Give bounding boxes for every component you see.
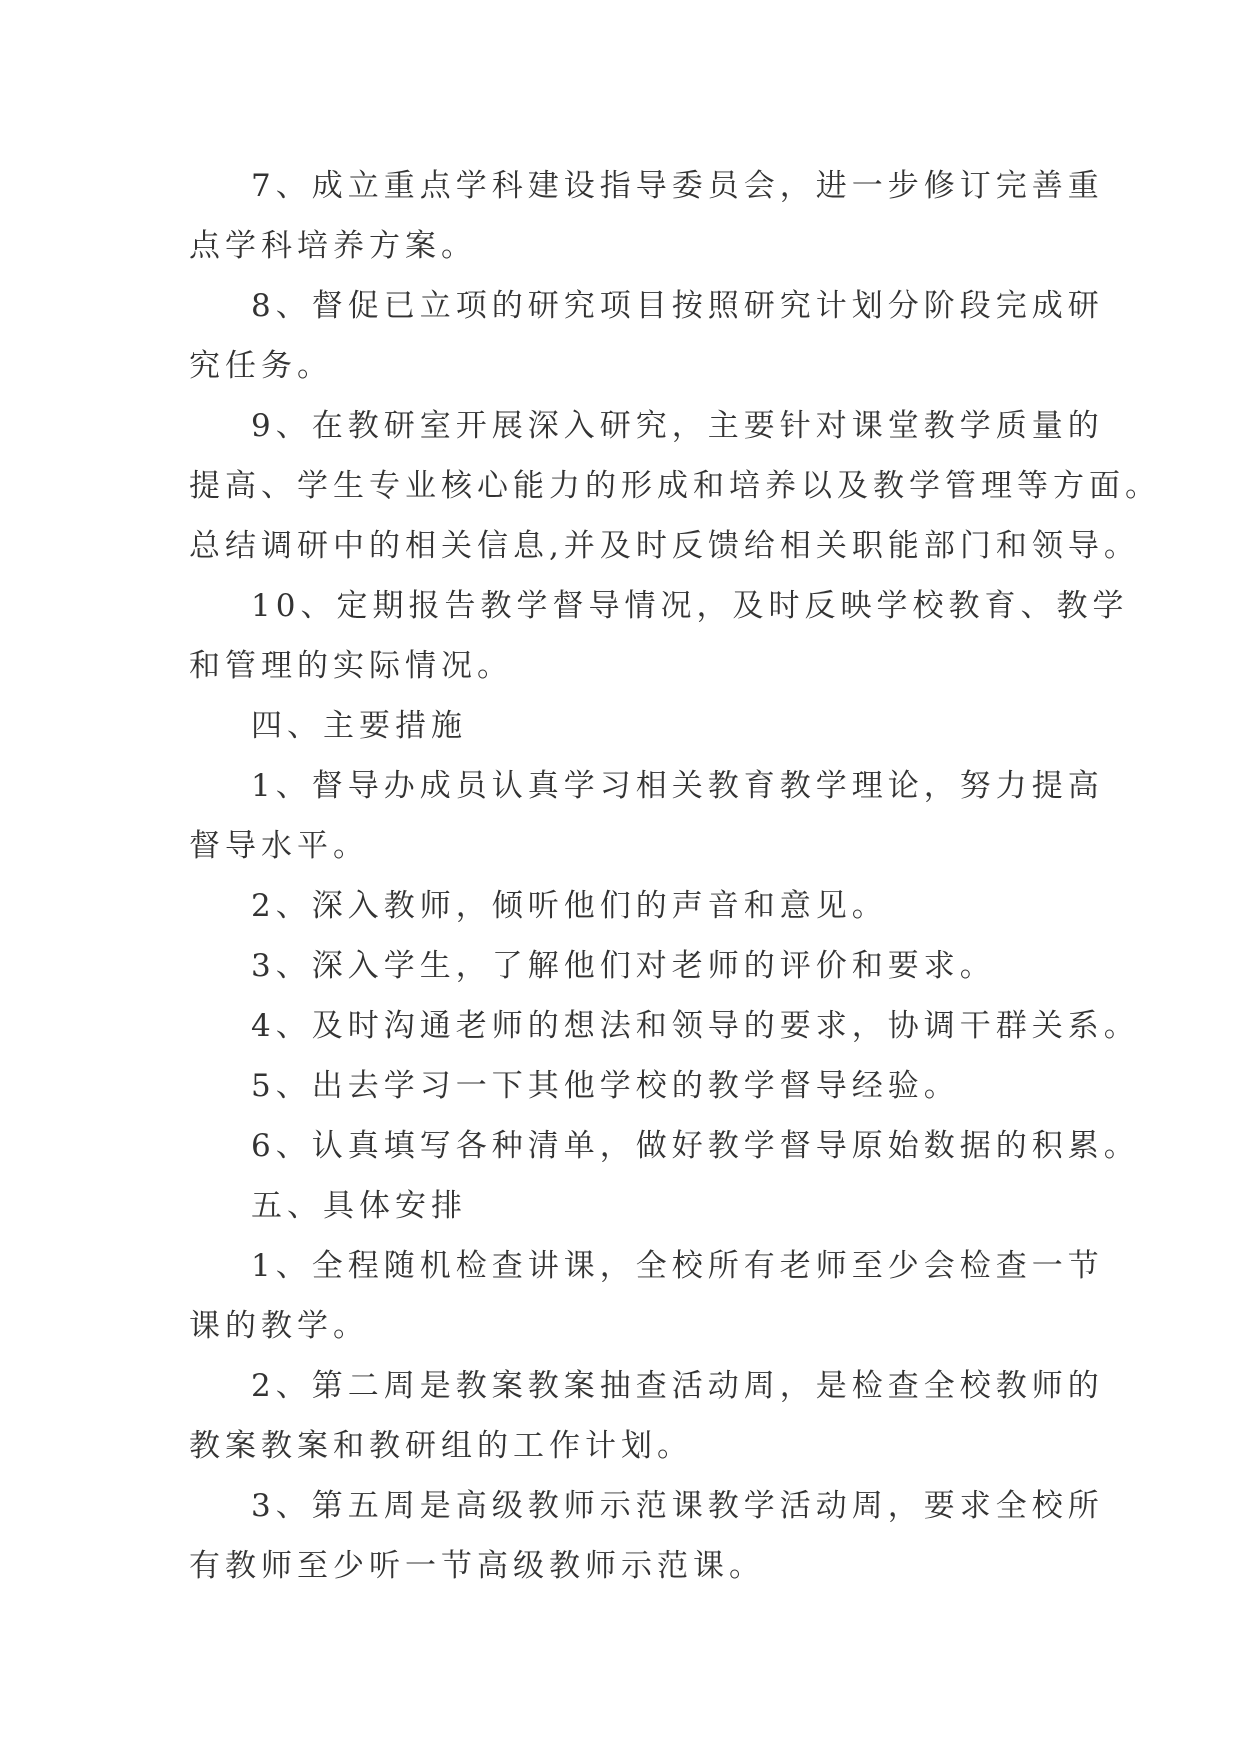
paragraph-line: 10、定期报告教学督导情况，及时反映学校教育、教学 <box>251 588 1129 624</box>
paragraph-line: 课的教学。 <box>189 1308 369 1344</box>
paragraph <box>189 1236 1104 1356</box>
paragraph-line: 1、督导办成员认真学习相关教育教学理论，努力提高 <box>251 768 1104 804</box>
paragraph <box>189 876 1053 936</box>
paragraph-line: 8、督促已立项的研究项目按照研究计划分阶段完成研 <box>251 288 1104 324</box>
paragraph-list <box>189 156 1161 1596</box>
paragraph-line: 四、主要措施 <box>251 708 467 744</box>
paragraph-line: 5、出去学习一下其他学校的教学督导经验。 <box>251 1068 960 1104</box>
paragraph <box>189 1056 1053 1116</box>
paragraph <box>189 936 1053 996</box>
paragraph-line: 总结调研中的相关信息,并及时反馈给相关职能部门和领导。 <box>189 528 1140 564</box>
paragraph <box>189 996 1140 1056</box>
paragraph-line: 7、成立重点学科建设指导委员会，进一步修订完善重 <box>251 168 1104 204</box>
paragraph-line: 1、全程随机检查讲课，全校所有老师至少会检查一节 <box>251 1248 1104 1284</box>
document-body <box>189 156 1161 1596</box>
paragraph <box>189 396 1161 576</box>
paragraph <box>189 696 1053 756</box>
paragraph-line: 6、认真填写各种清单，做好教学督导原始数据的积累。 <box>251 1128 1140 1164</box>
paragraph-line: 和管理的实际情况。 <box>189 648 513 684</box>
paragraph-line: 2、第二周是教案教案抽查活动周，是检查全校教师的 <box>251 1368 1104 1404</box>
paragraph-line: 2、深入教师，倾听他们的声音和意见。 <box>251 888 888 924</box>
paragraph-line: 3、第五周是高级教师示范课教学活动周，要求全校所 <box>251 1488 1104 1524</box>
paragraph <box>189 1356 1104 1476</box>
paragraph-line: 有教师至少听一节高级教师示范课。 <box>189 1548 765 1584</box>
paragraph-line: 教案教案和教研组的工作计划。 <box>189 1428 693 1464</box>
paragraph-line: 督导水平。 <box>189 828 369 864</box>
paragraph <box>189 1116 1140 1176</box>
paragraph-line: 点学科培养方案。 <box>189 228 477 264</box>
paragraph <box>189 276 1104 396</box>
paragraph <box>189 1176 1053 1236</box>
paragraph-line: 3、深入学生，了解他们对老师的评价和要求。 <box>251 948 996 984</box>
paragraph <box>189 576 1129 696</box>
paragraph <box>189 756 1104 876</box>
paragraph-line: 9、在教研室开展深入研究，主要针对课堂教学质量的 <box>251 408 1104 444</box>
paragraph-line: 提高、学生专业核心能力的形成和培养以及教学管理等方面。 <box>189 468 1161 504</box>
paragraph <box>189 156 1104 276</box>
paragraph <box>189 1476 1104 1596</box>
paragraph-line: 究任务。 <box>189 348 333 384</box>
paragraph-line: 4、及时沟通老师的想法和领导的要求，协调干群关系。 <box>251 1008 1140 1044</box>
paragraph-line: 五、具体安排 <box>251 1188 467 1224</box>
